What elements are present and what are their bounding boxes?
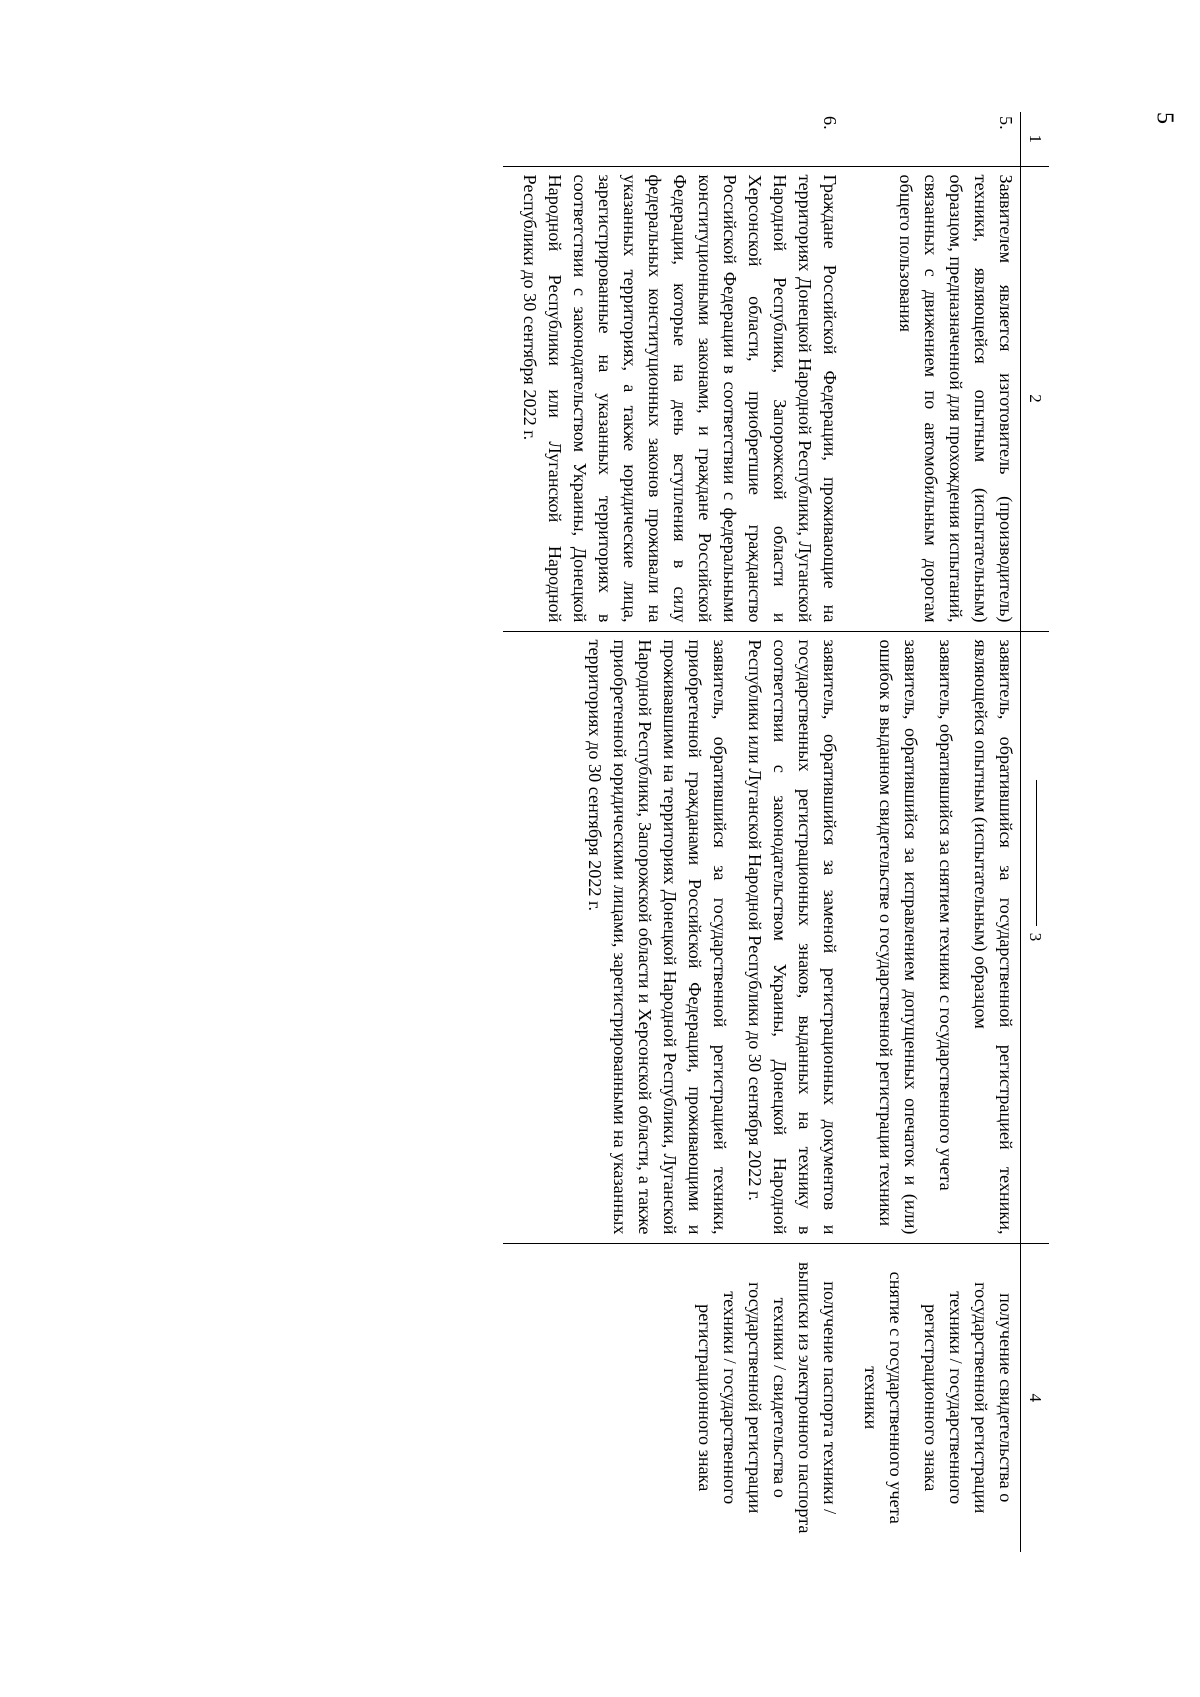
result-text: снятие с государственного учета техники bbox=[861, 1271, 906, 1524]
results-cell bbox=[503, 1243, 844, 1552]
end-rule bbox=[1036, 780, 1037, 926]
result-text: получение свидетельства о государственной регистрации техники / государственного регистрационного знака bbox=[921, 1282, 1016, 1514]
page-number: 5 bbox=[1151, 112, 1178, 124]
condition-text: заявитель, обратившийся за государственной регистрацией техники, являющейся опытным (испытательным) образцом bbox=[971, 639, 1016, 1235]
header-col-4: 4 bbox=[1021, 1243, 1050, 1552]
row-number: 6. bbox=[820, 116, 840, 130]
result-text: получение паспорта техники / выписки из электронного паспорта техники / свидетельства о государственной регистрации техники / государственного регистрационного знака bbox=[695, 1261, 840, 1534]
table-row bbox=[844, 112, 1021, 1552]
header-col-1: 1 bbox=[1021, 112, 1050, 166]
row-number: 5. bbox=[996, 116, 1016, 130]
services-table-rotated bbox=[205, 112, 1049, 1552]
conditions-cell bbox=[503, 631, 844, 1243]
table-header-row bbox=[1021, 112, 1050, 1552]
table-row bbox=[503, 112, 844, 1552]
condition-text: заявитель, обратившийся за заменой регистрационных документов и государственных регистрационных знаков, выданных на технику в соответствии с законодательством Украины, Донецкой Народной Республики или Луганской Народной Республики до 30 сентября 2022 г. bbox=[745, 639, 840, 1235]
condition-text: заявитель, обратившийся за снятием техники с государственного учета bbox=[936, 639, 956, 1191]
results-cell bbox=[844, 1243, 1021, 1552]
header-col-2: 2 bbox=[1021, 166, 1050, 631]
applicant-cell: Граждане Российской Федерации, проживающие на территориях Донецкой Народной Республики, Луганской Народной Республики, Запорожской области и Херсонской области, приобретшие гражданство Российской Федерации в соответствии с федеральными конституционными законами, и граждане Российской Федерации, которые на день вступления в силу федеральных конституционных законов проживали на указанных территориях, а также юридические лица, зарегистрированные на указанных территориях в соответствии с законодательством Украины, Донецкой Народной Республики или Луганской Народной Республики до 30 сентября 2022 г. bbox=[503, 166, 844, 631]
conditions-cell bbox=[844, 631, 1021, 1243]
applicant-cell: Заявителем является изготовитель (производитель) техники, являющейся опытным (испытательным) образцом, предназначенной для прохождения испытаний, связанных с движением по автомобильным дорогам общего пользования bbox=[844, 166, 1021, 631]
header-col-3: 3 bbox=[1021, 631, 1050, 1243]
condition-text: заявитель, обратившийся за государственной регистрацией техники, приобретенной гражданами Российской Федерации, проживающими и проживавшими на территориях Донецкой Народной Республики, Луганской Народной Республики, Запорожской области и Херсонской области, а также приобретенной юридическими лицами, зарегистрированными на указанных территориях до 30 сентября 2022 г. bbox=[585, 639, 730, 1235]
condition-text: заявитель, обратившийся за исправлением допущенных опечаток и (или) ошибок в выданном свидетельстве о государственной регистрации техники bbox=[876, 639, 921, 1235]
services-table bbox=[503, 112, 1049, 1552]
